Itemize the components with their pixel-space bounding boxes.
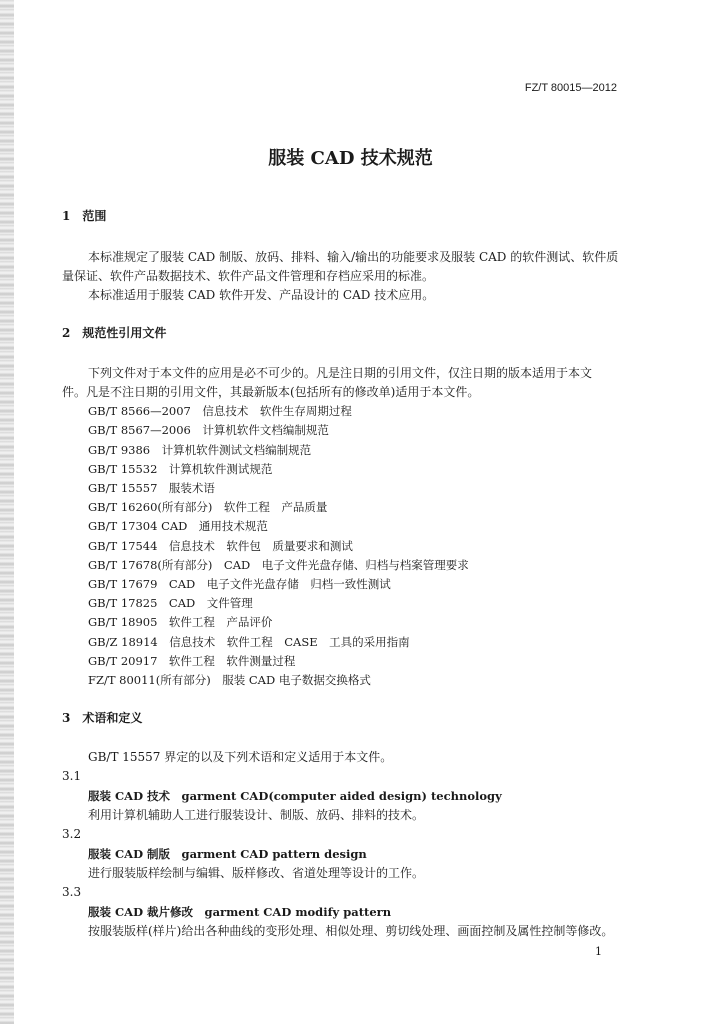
reference-item: GB/Z 18914 信息技术 软件工程 CASE 工具的采用指南: [88, 635, 410, 649]
term-number: 3.2: [62, 827, 82, 841]
section-3-intro: GB/T 15557 界定的以及下列术语和定义适用于本文件。: [88, 750, 393, 764]
term-title: 服装 CAD 裁片修改 garment CAD modify pattern: [88, 905, 392, 919]
reference-item: GB/T 8567—2006 计算机软件文档编制规范: [88, 423, 329, 437]
section-1-paragraph-2: 本标准适用于服装 CAD 软件开发、产品设计的 CAD 技术应用。: [88, 288, 435, 302]
reference-item: GB/T 17304 CAD 通用技术规范: [88, 519, 268, 533]
section-2-intro-line-2: 件。凡是不注日期的引用文件，其最新版本(包括所有的修改单)适用于本文件。: [62, 385, 480, 399]
section-2-intro-line-1: 下列文件对于本文件的应用是必不可少的。凡是注日期的引用文件，仅注日期的版本适用于本文: [88, 366, 593, 380]
reference-item: GB/T 17679 CAD 电子文件光盘存储 归档一致性测试: [88, 577, 391, 591]
reference-item: GB/T 17544 信息技术 软件包 质量要求和测试: [88, 539, 353, 553]
term-number: 3.1: [62, 769, 82, 783]
standard-number: FZ/T 80015—2012: [524, 82, 617, 94]
section-1-paragraph-1-line-1: 本标准规定了服装 CAD 制版、放码、排料、输入/输出的功能要求及服装 CAD 的软件测试、软件质: [88, 250, 619, 264]
section-2-heading: 2 规范性引用文件: [62, 326, 167, 340]
section-1-heading: 1 范围: [62, 209, 107, 223]
term-definition: 进行服装版样绘制与编辑、版样修改、省道处理等设计的工作。: [88, 866, 425, 880]
reference-item: GB/T 15557 服装术语: [88, 481, 215, 495]
term-definition: 利用计算机辅助人工进行服装设计、制版、放码、排料的技术。: [88, 808, 425, 822]
term-number: 3.3: [62, 885, 82, 899]
reference-item: GB/T 17678(所有部分) CAD 电子文件光盘存储、归档与档案管理要求: [88, 558, 469, 572]
reference-item: FZ/T 80011(所有部分) 服装 CAD 电子数据交换格式: [88, 673, 371, 687]
reference-item: GB/T 20917 软件工程 软件测量过程: [88, 654, 296, 668]
document-title: 服装 CAD 技术规范: [268, 148, 433, 169]
reference-item: GB/T 18905 软件工程 产品评价: [88, 615, 273, 629]
term-definition: 按服装版样(样片)给出各种曲线的变形处理、相似处理、剪切线处理、画面控制及属性控制等修改。: [88, 924, 614, 938]
page-number: 1: [595, 945, 602, 958]
reference-item: GB/T 8566—2007 信息技术 软件生存周期过程: [88, 404, 352, 418]
reference-item: GB/T 15532 计算机软件测试规范: [88, 462, 273, 476]
section-3-heading: 3 术语和定义: [62, 711, 143, 725]
term-title: 服装 CAD 制版 garment CAD pattern design: [88, 847, 367, 861]
reference-item: GB/T 17825 CAD 文件管理: [88, 596, 253, 610]
section-1-paragraph-1-line-2: 量保证、软件产品数据技术、软件产品文件管理和存档应采用的标准。: [62, 269, 435, 283]
reference-item: GB/T 16260(所有部分) 软件工程 产品质量: [88, 500, 328, 514]
term-title: 服装 CAD 技术 garment CAD(computer aided design) technology: [88, 789, 502, 803]
reference-item: GB/T 9386 计算机软件测试文档编制规范: [88, 443, 312, 457]
